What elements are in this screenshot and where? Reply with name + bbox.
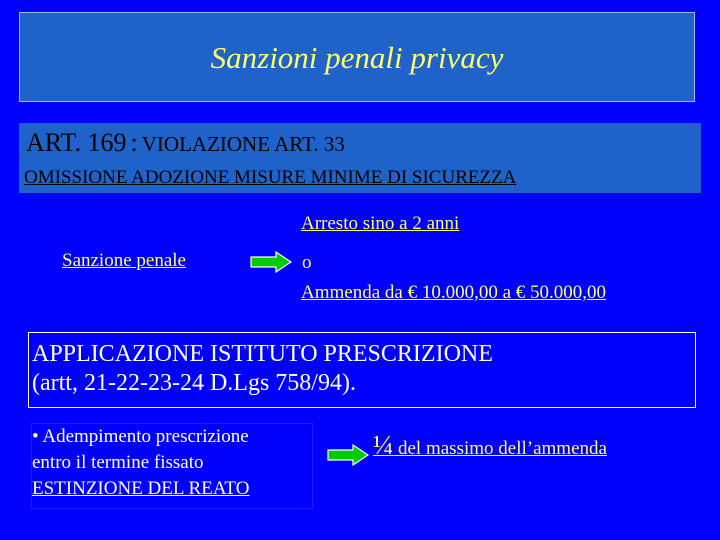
- fulfillment-box: [32, 424, 312, 508]
- result-text: [373, 432, 607, 459]
- fulfillment-line2: entro il termine fissato: [32, 452, 204, 473]
- prescription-line1: APPLICAZIONE ISTITUTO PRESCRIZIONE: [32, 341, 493, 367]
- prescription-box: [28, 332, 696, 408]
- or-text: o: [302, 252, 312, 273]
- arrow-right-icon-2: [327, 444, 369, 466]
- article-heading: [26, 128, 345, 158]
- article-number: ART. 169: [26, 128, 127, 157]
- article-violation: VIOLAZIONE ART. 33: [141, 132, 345, 156]
- result-description: del massimo dell’ammenda: [393, 438, 607, 459]
- article-subtitle: OMISSIONE ADOZIONE MISURE MINIME DI SICUREZZA: [24, 167, 517, 188]
- prescription-line2: (artt, 21-22-23-24 D.Lgs 758/94).: [32, 370, 356, 396]
- article-box: [19, 123, 701, 193]
- title-box: [19, 12, 695, 102]
- fulfillment-line1: • Adempimento prescrizione: [32, 426, 249, 447]
- arrow-right-icon: [250, 251, 292, 273]
- article-separator: :: [130, 128, 138, 157]
- arrest-text: Arresto sino a 2 anni: [301, 213, 460, 234]
- fine-text: Ammenda da € 10.000,00 a € 50.000,00: [301, 282, 607, 303]
- fulfillment-line3: ESTINZIONE DEL REATO: [32, 478, 250, 499]
- result-fraction: ¼: [373, 430, 394, 460]
- slide-title: Sanzioni penali privacy: [210, 39, 504, 75]
- sanction-label: Sanzione penale: [62, 250, 186, 271]
